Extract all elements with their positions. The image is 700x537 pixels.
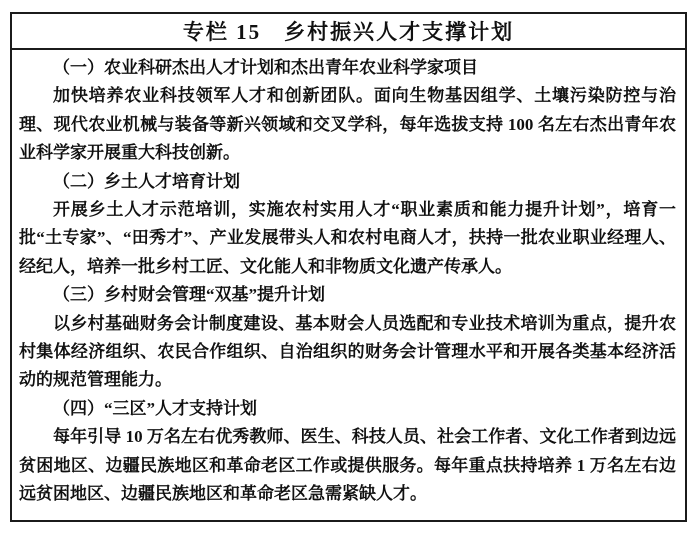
column-title-text: 专栏 15 乡村振兴人才支撑计划 xyxy=(182,20,515,44)
column-title-bar xyxy=(12,14,685,50)
section-4-paragraph: 每年引导 10 万名左右优秀教师、医生、科技人员、社会工作者、文化工作者到边远贫困地区、边疆民族地区和革命老区工作或提供服务。每年重点扶持培养 1 万名左右边远贫困地区、边疆民族地区和革命老区急需紧缺人才。 xyxy=(19,427,676,504)
section-3-paragraph: 以乡村基础财务会计制度建设、基本财会人员选配和专业技术培训为重点，提升农村集体经济组织、农民合作组织、自治组织的财务会计管理水平和开展各类基本经济活动的规范管理能力。 xyxy=(19,313,676,390)
section-4-heading: （四）“三区”人才支持计划 xyxy=(53,398,257,418)
section-2-heading: （二）乡土人才培育计划 xyxy=(53,171,240,191)
section-1-heading: （一）农业科研杰出人才计划和杰出青年农业科学家项目 xyxy=(53,58,478,77)
column-box xyxy=(10,12,687,522)
section-3-heading: （三）乡村财会管理“双基”提升计划 xyxy=(53,285,325,305)
section-2-paragraph: 开展乡土人才示范培训，实施农村实用人才“职业素质和能力提升计划”，培育一批“土专家”、“田秀才”、产业发展带头人和农村电商人才，扶持一批农业职业经理人、经纪人，培养一批乡村工匠、文化能人和非物质文化遗产传承人。 xyxy=(19,200,676,276)
column-body xyxy=(12,50,685,509)
section-1-paragraph: 加快培养农业科技领军人才和创新团队。面向生物基因组学、土壤污染防控与治理、现代农业机械与装备等新兴领域和交叉学科，每年选拔支持 100 名左右杰出青年农业科学家开展重大科技创新。 xyxy=(19,86,676,163)
